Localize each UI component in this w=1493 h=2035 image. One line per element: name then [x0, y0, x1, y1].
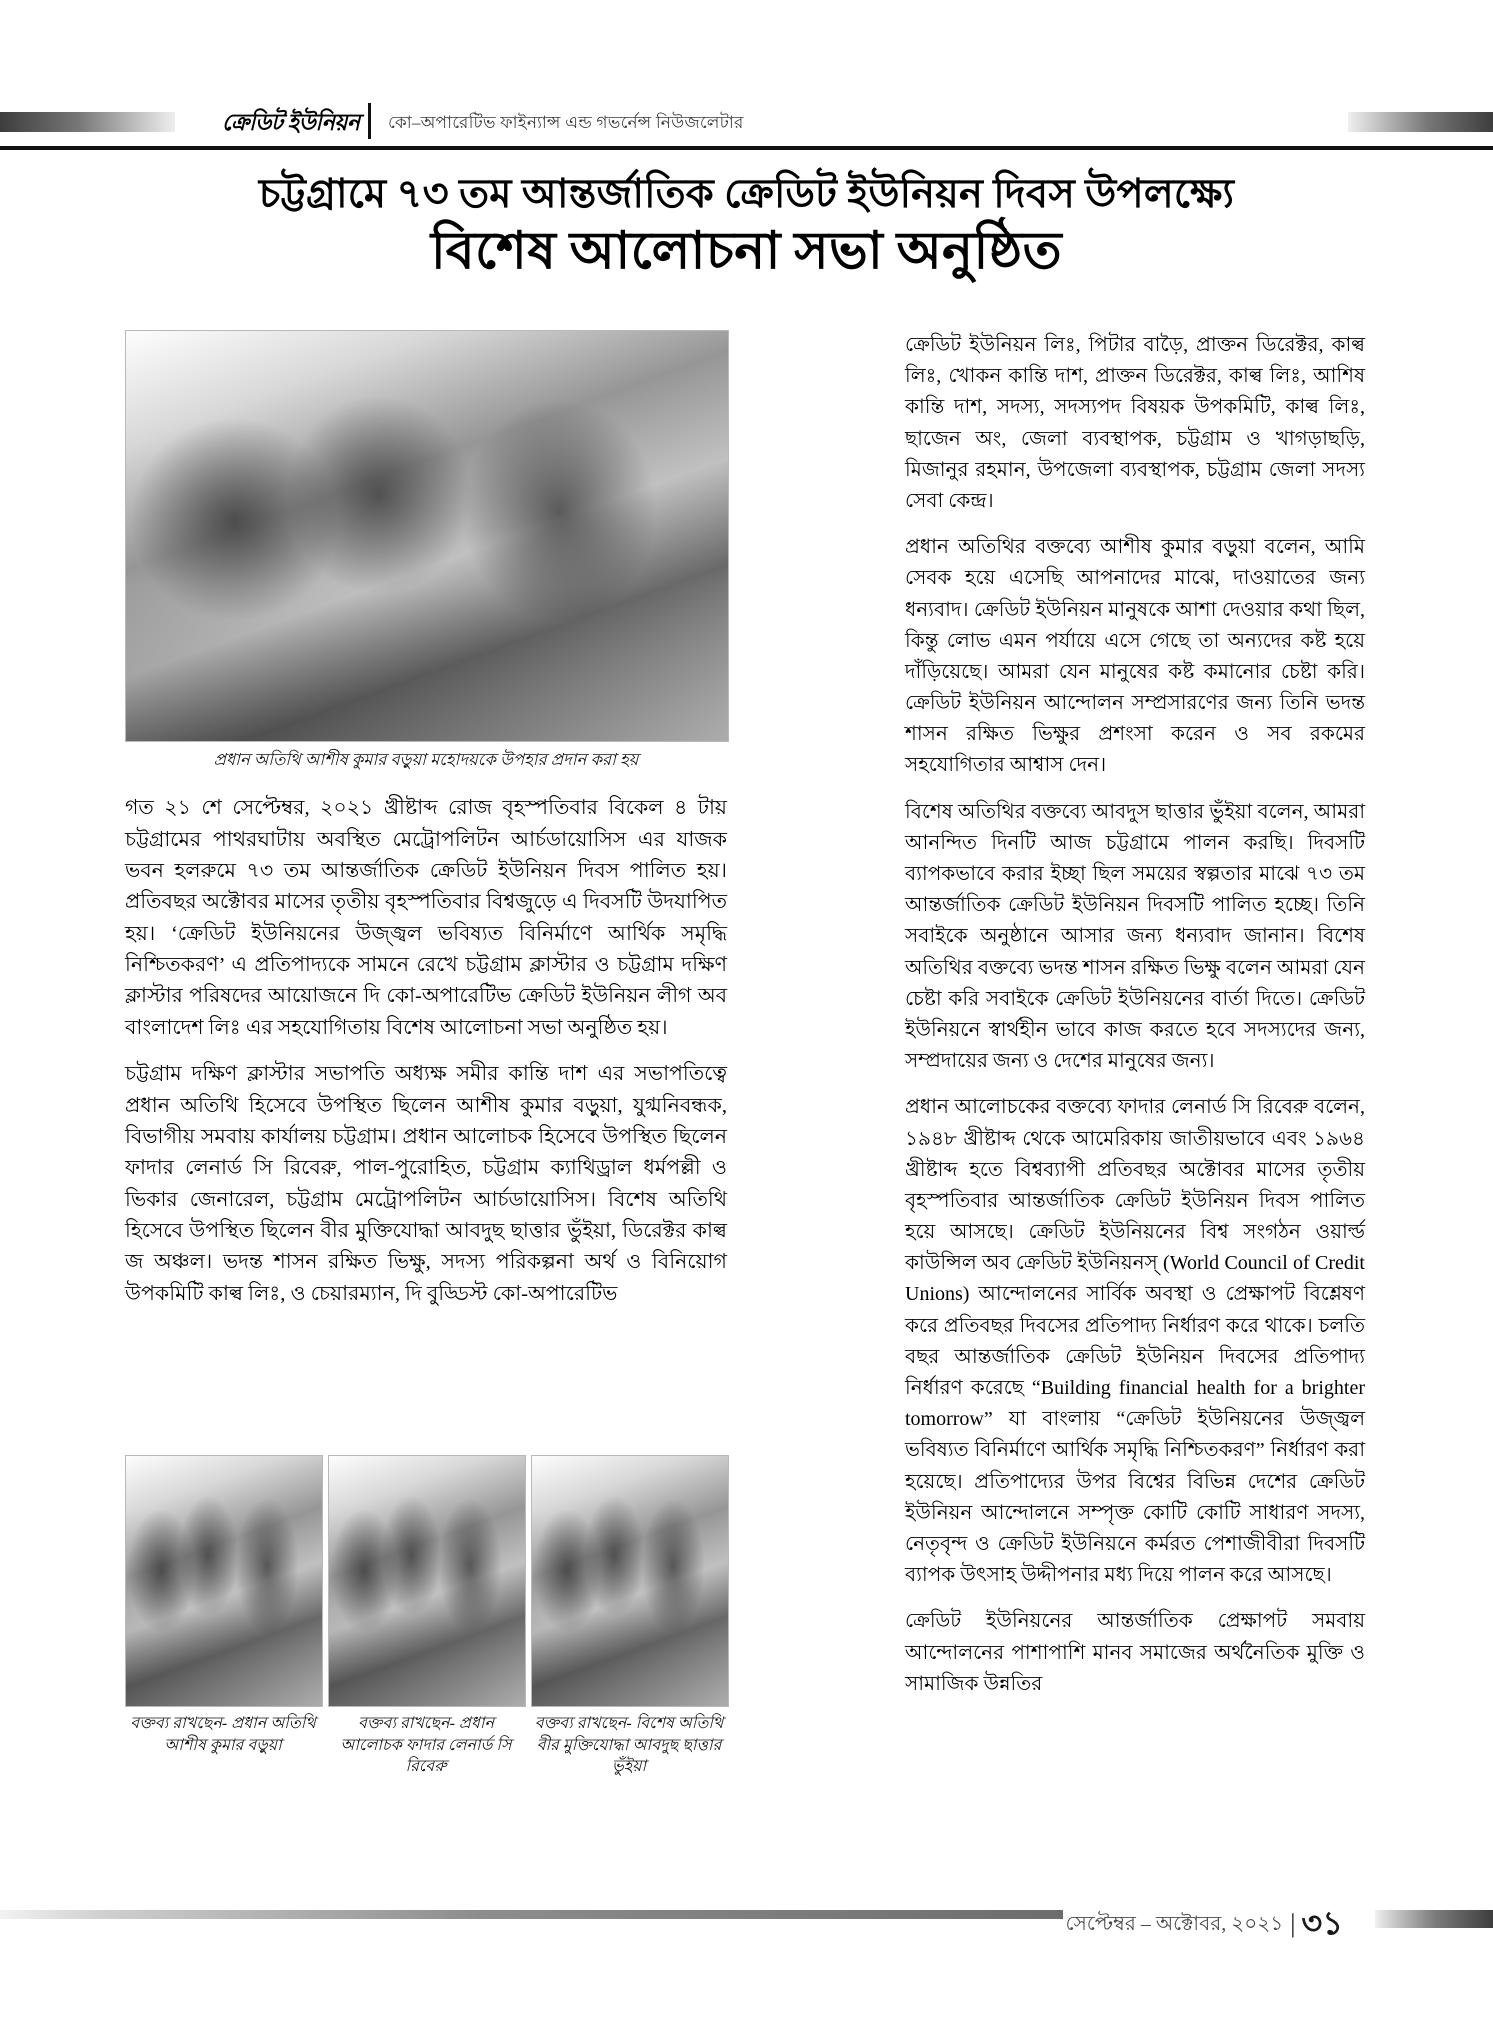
bottom-photo-caption-2: বক্তব্য রাখছেন- প্রধান আলোচক ফাদার লেনার্ড সি রিবেরু [340, 1715, 512, 1776]
page-number: ৩১ [1301, 1905, 1343, 1941]
bottom-photo-1 [125, 1455, 323, 1707]
right-paragraph-2: প্রধান অতিথির বক্তব্যে আশীষ কুমার বড়ুয়া বলেন, আমি সেবক হয়ে এসেছি আপনাদের মাঝে, দাওয়াতের জন্য ধন্যবাদ। ক্রেডিট ইউনিয়ন মানুষকে আশা দেওয়ার কথা ছিল, কিন্তু লোভ এমন পর্যায়ে এসে গেছে তা অন্যদের কষ্ট হয়ে দাঁড়িয়েছে। আমরা যেন মানুষের কষ্ট কমানোর চেষ্টা করি। ক্রেডিট ইউনিয়ন আন্দোলন সম্প্রসারণের জন্য তিনি ভদন্ত শাসন রক্ষিত ভিক্ষুর প্রশংসা করেন ও সব রকমের সহযোগিতার আশ্বাস দেন। [905, 536, 1365, 777]
left-paragraph-1: গত ২১ শে সেপ্টেম্বর, ২০২১ খ্রীষ্টাব্দ রোজ বৃহস্পতিবার বিকেল ৪ টায় চট্টগ্রামের পাথরঘাটায় অবস্থিত মেট্রোপলিটন আর্চডায়োসিস এর যাজক ভবন হলরুমে ৭৩ তম আন্তর্জাতিক ক্রেডিট ইউনিয়ন দিবস পালিত হয়। প্রতিবছর অক্টোবর মাসের তৃতীয় বৃহস্পতিবার বিশ্বজুড়ে এ দিবসটি উদযাপিত হয়। ‘ক্রেডিট ইউনিয়নের উজ্জ্বল ভবিষ্যত বিনির্মাণে আর্থিক সমৃদ্ধি নিশ্চিতকরণ’ এ প্রতিপাদ্যকে সামনে রেখে চট্টগ্রাম ক্লাস্টার ও চট্টগ্রাম দক্ষিণ ক্লাস্টার পরিষদের আয়োজনে দি কো-অপারেটিভ ক্রেডিট ইউনিয়ন লীগ অব বাংলাদেশ লিঃ এর সহযোগিতায় বিশেষ আলোচনা সভা অনুষ্ঠিত হয়। [125, 797, 727, 1039]
main-photo-caption: প্রধান অতিথি আশীষ কুমার বড়ুয়া মহোদয়কে উপহার প্রদান করা হয় [213, 750, 639, 769]
right-column [905, 330, 1365, 1715]
masthead [0, 104, 1493, 138]
masthead-gradient-bar-right [1348, 112, 1493, 132]
headline-line-1: চট্টগ্রামে ৭৩ তম আন্তর্জাতিক ক্রেডিট ইউনিয়ন দিবস উপলক্ষ্যে [258, 171, 1235, 216]
bottom-photo-row [125, 1455, 727, 1778]
publication-subtitle: কো–অপারেটিভ ফাইন্যান্স এন্ড গভর্নেন্স নিউজলেটার [388, 113, 744, 132]
bottom-photo-caption-1: বক্তব্য রাখছেন- প্রধান অতিথি আশীষ কুমার বড়ুয়া [130, 1715, 316, 1754]
bottom-photo-caption-3: বক্তব্য রাখছেন- বিশেষ অতিথি বীর মুক্তিযোদ্ধা আবদুছ ছাত্তার ভুঁইয়া [534, 1715, 724, 1776]
left-paragraph-2: চট্টগ্রাম দক্ষিণ ক্লাস্টার সভাপতি অধ্যক্ষ সমীর কান্তি দাশ এর সভাপতিত্বে প্রধান অতিথি হিসেবে উপস্থিত ছিলেন আশীষ কুমার বড়ুয়া, যুগ্মনিবন্ধক, বিভাগীয় সমবায় কার্যালয় চট্টগ্রাম। প্রধান আলোচক হিসেবে উপস্থিত ছিলেন ফাদার লেনার্ড সি রিবেরু, পাল-পুরোহিত, চট্টগ্রাম ক্যাথিড্রাল ধর্মপল্লী ও ভিকার জেনারেল, চট্টগ্রাম মেট্রোপলিটন আর্চডায়োসিস। বিশেষ অতিথি হিসেবে উপস্থিত ছিলেন বীর মুক্তিযোদ্ধা আবদুছ ছাত্তার ভুঁইয়া, ডিরেক্টর কাল্ব জ অঞ্চল। ভদন্ত শাসন রক্ষিত ভিক্ষু, সদস্য পরিকল্পনা অর্থ ও বিনিয়োগ উপকমিটি কাল্ব লিঃ, ও চেয়ারম্যান, দি বুড্ডিস্ট কো-অপারেটিভ [125, 1063, 727, 1305]
page-title [120, 170, 1373, 284]
footer [0, 1900, 1493, 1941]
masthead-divider [368, 103, 371, 139]
right-paragraph-1: ক্রেডিট ইউনিয়ন লিঃ, পিটার বাড়ৈ, প্রাক্তন ডিরেক্টর, কাল্ব লিঃ, খোকন কান্তি দাশ, প্রাক্তন ডিরেক্টর, কাল্ব লিঃ, আশিষ কান্তি দাশ, সদস্য, সদস্যপদ বিষয়ক উপকমিটি, কাল্ব লিঃ, ছাজেন অং, জেলা ব্যবস্থাপক, চট্টগ্রাম ও খাগড়াছড়ি, মিজানুর রহমান, উপজেলা ব্যবস্থাপক, চট্টগ্রাম জেলা সদস্য সেবা কেন্দ্র। [905, 334, 1365, 512]
right-paragraph-4: প্রধান আলোচকের বক্তব্যে ফাদার লেনার্ড সি রিবেরু বলেন, ১৯৪৮ খ্রীষ্টাব্দ থেকে আমেরিকায় জাতীয়ভাবে এবং ১৯৬৪ খ্রীষ্টাব্দ হতে বিশ্বব্যাপী প্রতিবছর অক্টোবর মাসের তৃতীয় বৃহস্পতিবার আন্তর্জাতিক ক্রেডিট ইউনিয়ন দিবস পালিত হয়ে আসছে। ক্রেডিট ইউনিয়নের বিশ্ব সংগঠন ওয়ার্ল্ড কাউন্সিল অব ক্রেডিট ইউনিয়নস্ (World Council of Credit Unions) আন্দোলনের সার্বিক অবস্থা ও প্রেক্ষাপট বিশ্লেষণ করে প্রতিবছর দিবসের প্রতিপাদ্য নির্ধারণ করে থাকে। চলতি বছর আন্তর্জাতিক ক্রেডিট ইউনিয়ন দিবসের প্রতিপাদ্য নির্ধারণ করেছে “Building financial health for a brighter tomorrow” যা বাংলায় “ক্রেডিট ইউনিয়নের উজ্জ্বল ভবিষ্যত বিনির্মাণে আর্থিক সমৃদ্ধি নিশ্চিতকরণ” নির্ধারণ করা হয়েছে। প্রতিপাদ্যের উপর বিশ্বের বিভিন্ন দেশের ক্রেডিট ইউনিয়ন আন্দোলনে সম্পৃক্ত কোটি কোটি সাধারণ সদস্য, নেতৃবৃন্দ ও ক্রেডিট ইউনিয়নে কর্মরত পেশাজীবীরা দিবসটি ব্যাপক উৎসাহ উদ্দীপনার মধ্য দিয়ে পালন করে আসছে। [905, 1096, 1365, 1587]
main-photo [125, 330, 729, 742]
footer-rule-left [0, 1910, 1063, 1919]
bottom-photo-cell-1 [125, 1455, 321, 1778]
publication-logo: ক্রেডিট ইউনিয়ন [222, 110, 360, 135]
masthead-gradient-bar-left [0, 112, 175, 132]
bottom-photo-cell-2 [328, 1455, 524, 1778]
headline-line-2: বিশেষ আলোচনা সভা অনুষ্ঠিত [430, 223, 1063, 281]
footer-issue-line [1065, 1898, 1343, 1952]
header-rule [0, 146, 1493, 150]
bottom-photo-2 [328, 1455, 526, 1707]
left-column [125, 330, 727, 1325]
footer-separator: | [1290, 1909, 1296, 1938]
right-paragraph-5: ক্রেডিট ইউনিয়নের আন্তর্জাতিক প্রেক্ষাপট সমবায় আন্দোলনের পাশাপাশি মানব সমাজের অর্থনৈতিক মুক্তি ও সামাজিক উন্নতির [905, 1610, 1365, 1695]
right-paragraph-3: বিশেষ অতিথির বক্তব্যে আবদুস ছাত্তার ভুঁইয়া বলেন, আমরা আনন্দিত দিনটি আজ চট্টগ্রামে পালন করছি। দিবসটি ব্যাপকভাবে করার ইচ্ছা ছিল সময়ের স্বল্পতার মাঝে ৭৩ তম আন্তর্জাতিক ক্রেডিট ইউনিয়ন দিবসটি পালিত হচ্ছে। তিনি সবাইকে অনুষ্ঠানে আসার জন্য ধন্যবাদ জানান। বিশেষ অতিথির বক্তব্যে ভদন্ত শাসন রক্ষিত ভিক্ষু বলেন আমরা যেন চেষ্টা করি সবাইকে ক্রেডিট ইউনিয়নের বার্তা দিতে। ক্রেডিট ইউনিয়নে স্বার্থহীন ভাবে কাজ করতে হবে সদস্যদের জন্য, সম্প্রদায়ের জন্য ও দেশের মানুষের জন্য। [905, 800, 1365, 1073]
footer-gradient-bar-right [1375, 1910, 1493, 1928]
bottom-photo-3 [531, 1455, 729, 1707]
footer-issue-date: সেপ্টেম্বর – অক্টোবর, ২০২১ [1065, 1913, 1284, 1935]
bottom-photo-cell-3 [531, 1455, 727, 1778]
